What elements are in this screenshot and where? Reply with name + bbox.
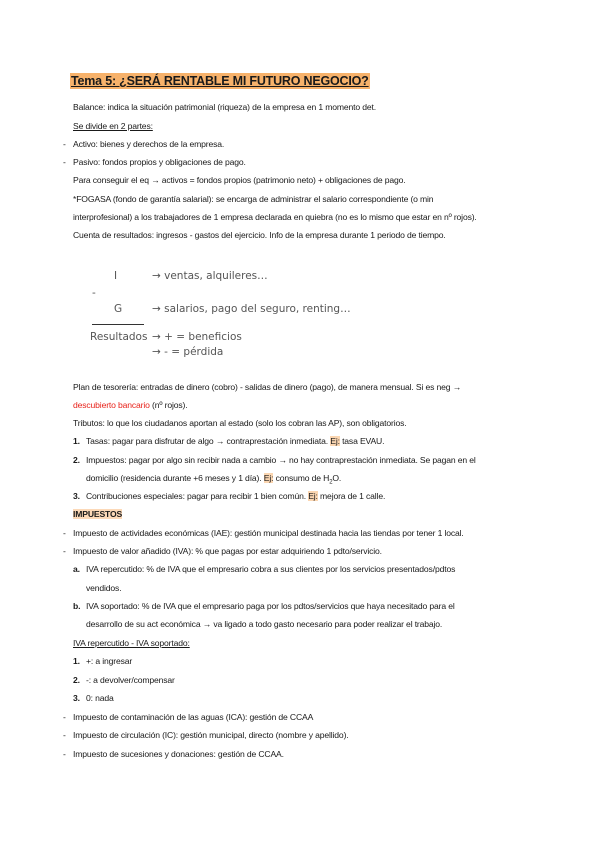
bullet-dash: - — [63, 157, 66, 167]
ic-item: - Impuesto de circulación (IC): gestión municipal, directo (nombre y apellido). — [63, 730, 349, 740]
pasivo-item: - Pasivo: fondos propios y obligaciones de pago. — [63, 157, 246, 167]
page-title: Tema 5: ¿SERÁ RENTABLE MI FUTURO NEGOCIO? — [71, 74, 369, 88]
bullet-dash: - — [63, 139, 66, 149]
resultados-negative: → - = pérdida — [152, 346, 224, 358]
resultados-positive: → + = beneficios — [152, 331, 242, 343]
ej-highlight: Ej: — [330, 436, 340, 446]
gastos-desc: → salarios, pago del seguro, renting… — [152, 303, 351, 315]
iva-diff-heading: IVA repercutido - IVA soportado: — [73, 638, 190, 648]
tesoreria-line-1: Plan de tesorería: entradas de dinero (cobro) - salidas de dinero (pago), de manera mensual. Si es neg → — [73, 382, 462, 392]
iva-item: - Impuesto de valor añadido (IVA): % que pagas por estar adquiriendo 1 pdto/servicio. — [63, 546, 382, 556]
fogasa-line-2: interprofesional) a los trabajadores de 1 empresa declarada en quiebra (no es lo mismo que estar en nº rojos). — [73, 212, 477, 222]
ica-item: - Impuesto de contaminación de las aguas (ICA): gestión de CCAA — [63, 712, 314, 722]
iva-diff-item: 1. +: a ingresar — [73, 656, 133, 666]
iva-diff-item: 2. -: a devolver/compensar — [73, 675, 175, 685]
descubierto-bancario: descubierto bancario — [73, 400, 150, 410]
tributos-definition: Tributos: lo que los ciudadanos aportan al estado (solo los cobran las AP), son obligatorios. — [73, 418, 407, 428]
ingresos-desc: → ventas, alquileres… — [152, 270, 268, 282]
tributo-impuestos: 2. Impuestos: pagar por algo sin recibir nada a cambio → no hay contraprestación inmediata. Se pagan en el — [73, 455, 476, 465]
iva-repercutido-cont: vendidos. — [86, 583, 122, 593]
iva-diff-item: 3. 0: nada — [73, 693, 114, 703]
tributo-tasas: 1. Tasas: pagar para disfrutar de algo → contraprestación inmediata. Ej: tasa EVAU. — [73, 436, 385, 446]
tributo-impuestos-cont: domicilio (residencia durante +6 meses y 1 día). Ej: consumo de $H_2O$. — [86, 473, 342, 486]
gastos-label: G — [114, 303, 123, 315]
ej-highlight: Ej: — [263, 473, 274, 483]
se-divide-heading: Se divide en 2 partes: — [73, 121, 153, 131]
iae-item: - Impuesto de actividades económicas (IAE): gestión municipal destinada hacia las tiendas por tener 1 local. — [63, 528, 464, 538]
ingresos-label: I — [114, 270, 118, 282]
iva-repercutido: a. IVA repercutido: % de IVA que el empresario cobra a sus clientes por los servicios presentados/pdtos — [73, 564, 456, 574]
iva-soportado: b. IVA soportado: % de IVA que el empresario paga por los pdtos/servicios que haya necesitado para el — [73, 601, 455, 611]
cuenta-resultados: Cuenta de resultados: ingresos - gastos del ejercicio. Info de la empresa durante 1 periodo de tiempo. — [73, 230, 446, 240]
resultados-label: Resultados — [90, 331, 148, 343]
income-statement-diagram — [80, 262, 400, 372]
iva-soportado-cont: desarrollo de su act económica → va ligado a todo gasto necesario para poder realizar el trabajo. — [86, 619, 443, 629]
ej-highlight: Ej: — [308, 491, 318, 501]
impuestos-heading: IMPUESTOS — [73, 509, 123, 519]
minus-sign: - — [92, 287, 96, 299]
tesoreria-line-2: descubierto bancario (nº rojos). — [73, 400, 188, 410]
equilibrio-text: Para conseguir el eq → activos = fondos propios (patrimonio neto) + obligaciones de pago. — [73, 175, 406, 185]
balance-definition: Balance: indica la situación patrimonial (riqueza) de la empresa en 1 momento det. — [73, 102, 376, 112]
subtraction-rule — [92, 324, 144, 325]
sucesiones-item: - Impuesto de sucesiones y donaciones: gestión de CCAA. — [63, 749, 284, 759]
fogasa-line-1: *FOGASA (fondo de garantía salarial): se encarga de administrar el salario correspondiente (o min — [73, 194, 434, 204]
activo-item: - Activo: bienes y derechos de la empresa. — [63, 139, 225, 149]
tributo-contribuciones: 3. Contribuciones especiales: pagar para recibir 1 bien común. Ej: mejora de 1 calle. — [73, 491, 386, 501]
